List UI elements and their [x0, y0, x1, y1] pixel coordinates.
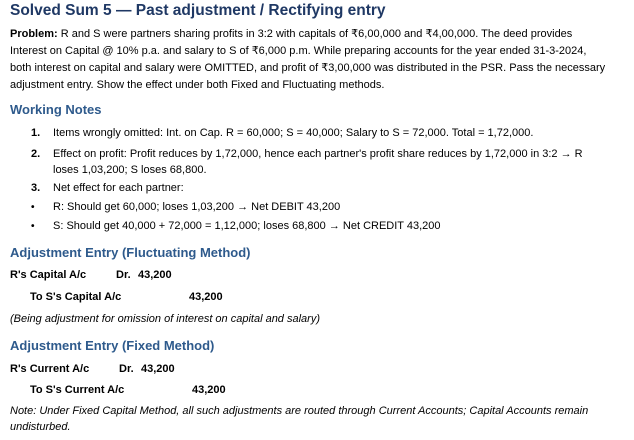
debit-account: R's Current A/c — [10, 363, 90, 375]
bullet-marker: • — [31, 202, 35, 213]
fixed-heading: Adjustment Entry (Fixed Method) — [10, 338, 215, 353]
credit-account: To S's Capital A/c — [30, 291, 122, 303]
working-note-continuation: loses 1,03,200; S loses 68,800. — [53, 164, 207, 176]
problem-line: adjustment entry. Show the effect under both Fixed and Fluctuating methods. — [10, 79, 385, 91]
working-notes-heading: Working Notes — [10, 102, 102, 117]
list-marker: 2. — [31, 148, 41, 160]
working-note-bullet: • R: Should get 60,000; loses 1,03,200 → Net DEBIT 43,200 — [31, 199, 340, 216]
note-line: Note: Under Fixed Capital Method, all such adjustments are routed through Current Accounts; Capital Accounts remain — [10, 405, 589, 417]
list-marker: 1. — [31, 127, 41, 139]
debit-marker: Dr. — [116, 269, 131, 281]
debit-amount: 43,200 — [138, 269, 172, 281]
problem-line: both interest on capital and salary were OMITTED, and profit of ₹3,00,000 was distributed in the PSR. Pass the necessary — [10, 62, 606, 74]
narration: (Being adjustment for omission of interest on capital and salary) — [10, 313, 320, 325]
note-line: undisturbed. — [10, 421, 71, 433]
problem-line: Interest on Capital @ 10% p.a. and salary to S of ₹6,000 p.m. While preparing accounts for the year ended 31-3-2024, — [10, 45, 587, 57]
problem-statement — [10, 26, 634, 94]
credit-amount: 43,200 — [189, 291, 223, 303]
page-title: Solved Sum 5 — Past adjustment / Rectifying entry — [10, 2, 386, 19]
working-note-bullet: • S: Should get 40,000 + 72,000 = 1,12,000; loses 68,800 → Net CREDIT 43,200 — [31, 218, 441, 235]
credit-amount: 43,200 — [192, 384, 226, 396]
working-note-item: 3. Net effect for each partner: — [31, 182, 184, 194]
debit-amount: 43,200 — [141, 363, 175, 375]
fluctuating-heading: Adjustment Entry (Fluctuating Method) — [10, 245, 251, 260]
bullet-marker: • — [31, 221, 35, 232]
list-marker: 3. — [31, 182, 41, 194]
credit-account: To S's Current A/c — [30, 384, 125, 396]
debit-marker: Dr. — [119, 363, 134, 375]
working-note-item: 2. Effect on profit: Profit reduces by 1,72,000, hence each partner's profit share reduces by 1,72,000 in 3:2 → R — [31, 148, 583, 160]
problem-line: Problem: R and S were partners sharing profits in 3:2 with capitals of ₹6,00,000 and ₹4,00,000. The deed provides — [10, 28, 573, 40]
problem-label: Problem: — [10, 28, 58, 40]
debit-account: R's Capital A/c — [10, 269, 87, 281]
working-note-item: 1. Items wrongly omitted: Int. on Cap. R = 60,000; S = 40,000; Salary to S = 72,000. Total = 1,72,000. — [31, 127, 534, 139]
